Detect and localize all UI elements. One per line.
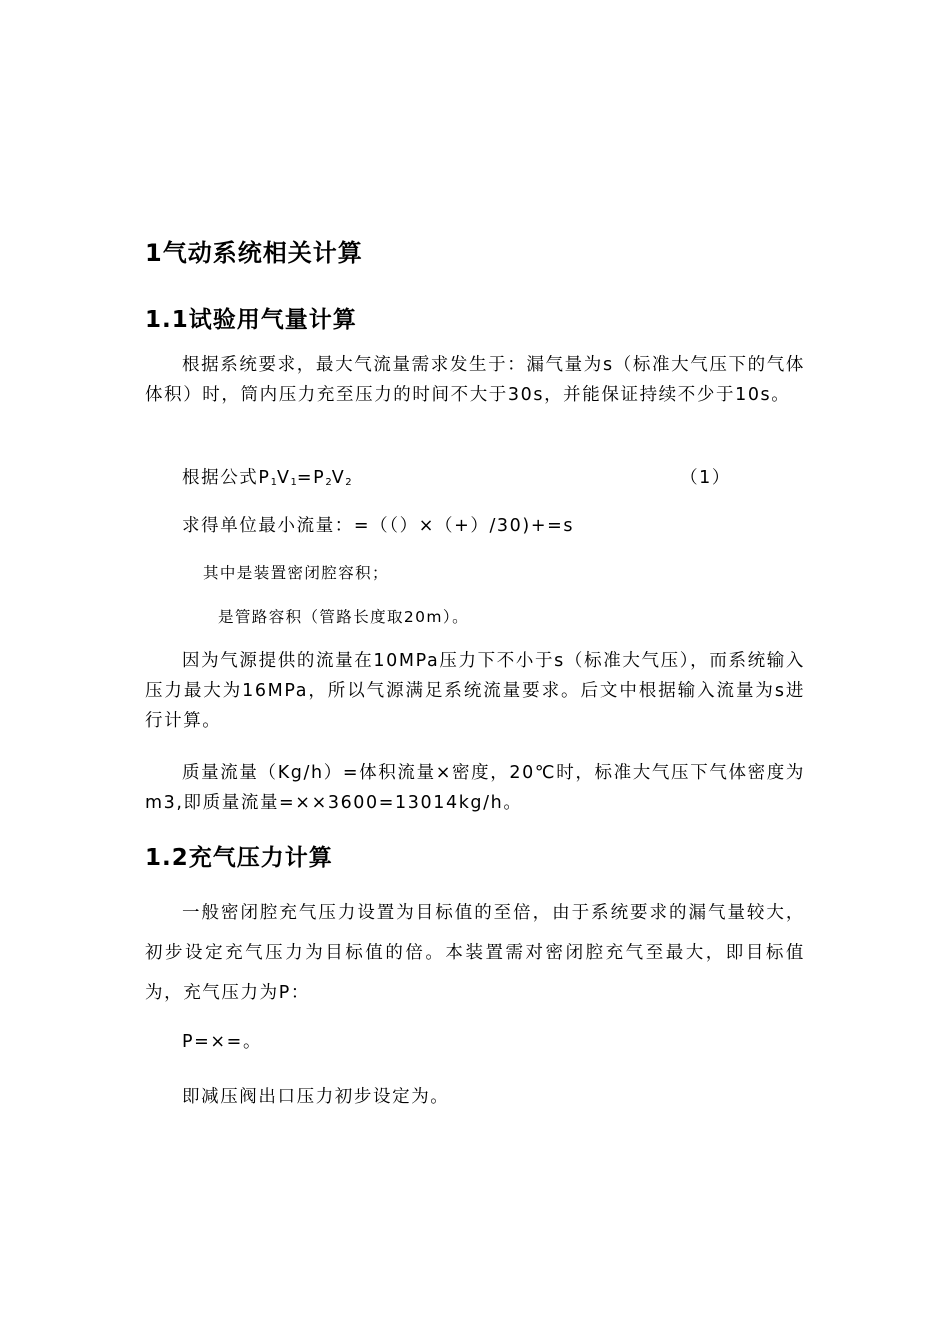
note-chamber-volume: 其中是装置密闭腔容积； bbox=[203, 564, 389, 582]
paragraph-valve-setting: 即减压阀出口压力初步设定为。 bbox=[182, 1087, 450, 1107]
note-pipe-volume: 是管路容积（管路长度取20m）。 bbox=[218, 608, 469, 626]
formula-prefix: 根据公式 bbox=[182, 468, 259, 488]
equation-line: P=×=。 bbox=[182, 1032, 263, 1052]
paragraph-fill-pressure: 一般密闭腔充气压力设置为目标值的至倍，由于系统要求的漏气量较大，初步设定充气压力为目标值的倍。本装置需对密闭腔充气至最大，即目标值为，充气压力为P： bbox=[145, 903, 805, 1003]
min-flow-line: 求得单位最小流量：=（（）×（+）/30)+=s bbox=[182, 516, 575, 536]
equation-number: （1） bbox=[680, 468, 731, 488]
paragraph-requirements: 根据系统要求，最大气流量需求发生于：漏气量为s（标准大气压下的气体体积）时，筒内压力充至压力的时间不大于30s，并能保证持续不少于10s。 bbox=[145, 355, 805, 405]
section-title: 1气动系统相关计算 bbox=[145, 239, 363, 267]
paragraph-mass-flow: 质量流量（Kg/h）=体积流量×密度，20℃时，标准大气压下气体密度为m3,即质量流量=××3600=13014kg/h。 bbox=[145, 763, 805, 813]
paragraph-gas-source: 因为气源提供的流量在10MPa压力下不小于s（标准大气压），而系统输入压力最大为16MPa，所以气源满足系统流量要求。后文中根据输入流量为s进行计算。 bbox=[145, 651, 805, 731]
subsection-title-1-2: 1.2充气压力计算 bbox=[145, 845, 333, 871]
subsection-title-1-1: 1.1试验用气量计算 bbox=[145, 307, 357, 333]
formula-line: 根据公式$P_1V_1=P_2V_2$ （1） bbox=[145, 463, 805, 498]
